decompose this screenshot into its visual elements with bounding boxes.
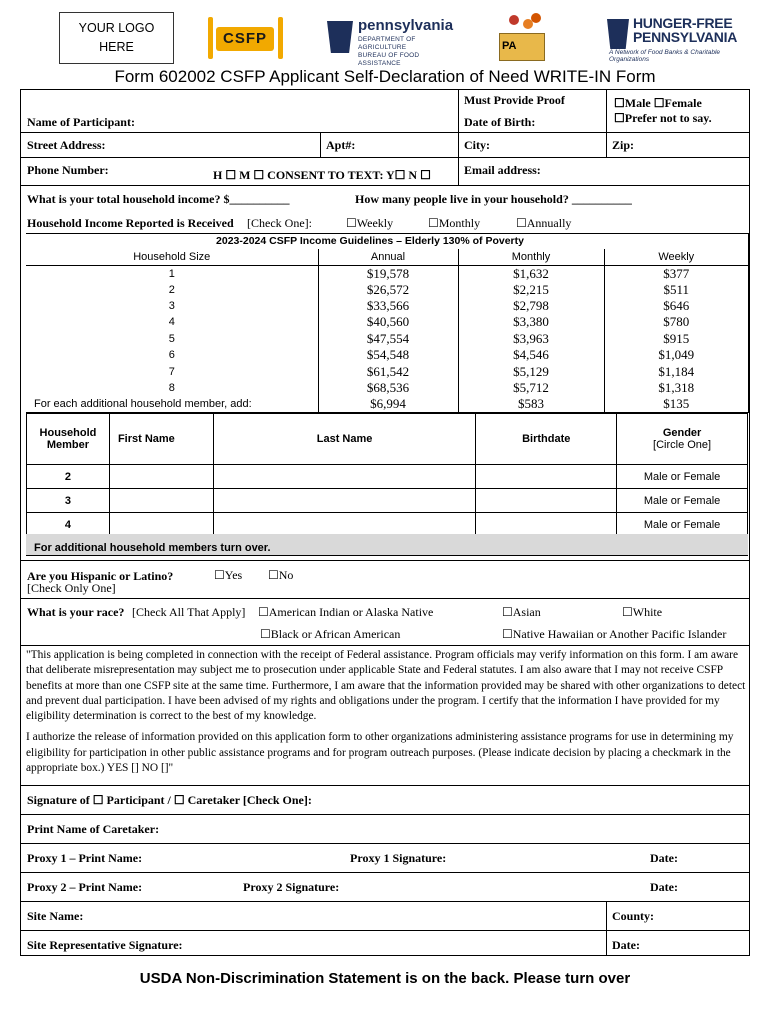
rule-signature <box>20 814 750 815</box>
monthly-cell: $2,215 <box>458 282 604 298</box>
race-hint: [Check All That Apply] <box>132 605 246 619</box>
household-size-field[interactable]: How many people live in your household? __________ <box>355 192 632 206</box>
logo-placeholder-line1: YOUR LOGO <box>78 21 155 35</box>
header-household-size: Household Size <box>26 249 318 265</box>
member-row <box>27 513 748 537</box>
proxy1-name-field[interactable]: Proxy 1 – Print Name: <box>27 851 143 865</box>
first-name-field[interactable] <box>109 513 213 537</box>
rule-caretaker <box>20 843 750 844</box>
phone-type-consent-options[interactable]: H ☐ M ☐ CONSENT TO TEXT: Y☐ N ☐ <box>213 168 431 182</box>
proxy2-date-field[interactable]: Date: <box>650 880 678 894</box>
header-monthly: Monthly <box>458 249 604 265</box>
household-members-table <box>26 413 748 537</box>
must-provide-proof-label: Must Provide Proof <box>464 93 565 107</box>
logo-placeholder-line2: HERE <box>99 40 134 54</box>
last-name-field[interactable] <box>213 513 476 537</box>
street-address-label: Street Address: <box>27 138 106 152</box>
header-weekly: Weekly <box>604 249 748 265</box>
hispanic-no-checkbox[interactable]: ☐No <box>268 568 294 582</box>
last-name-field[interactable] <box>213 465 476 489</box>
gender-choice[interactable]: Male or Female <box>617 465 748 489</box>
last-name-field[interactable] <box>213 489 476 513</box>
member-number: 3 <box>27 489 110 513</box>
gender-choice[interactable]: Male or Female <box>617 489 748 513</box>
race-asian-checkbox[interactable]: ☐Asian <box>502 605 541 619</box>
prefer-not-to-say-checkbox[interactable]: ☐Prefer not to say. <box>614 111 712 125</box>
household-size-cell: 5 <box>168 332 175 345</box>
household-size-cell: 3 <box>168 300 175 313</box>
table-row <box>26 363 748 379</box>
monthly-cell: $1,632 <box>458 265 604 282</box>
table-row-additional <box>26 396 748 413</box>
proxy2-name-field[interactable]: Proxy 2 – Print Name: <box>27 880 143 894</box>
table-row <box>26 331 748 347</box>
header-birthdate: Birthdate <box>476 414 617 465</box>
hispanic-yes-checkbox[interactable]: ☐Yes <box>214 568 243 582</box>
header-last-name: Last Name <box>213 414 476 465</box>
annually-checkbox[interactable]: ☐Annually <box>516 216 572 230</box>
weekly-cell: $780 <box>604 314 748 330</box>
vrule-street-apt <box>320 132 321 157</box>
table-row <box>26 314 748 330</box>
weekly-cell: $915 <box>604 331 748 347</box>
table-row <box>26 282 748 298</box>
member-row <box>27 489 748 513</box>
turn-over-notice: For additional household members turn over. <box>26 534 748 556</box>
birthdate-field[interactable] <box>476 465 617 489</box>
guidelines-top-rule <box>26 233 748 234</box>
additional-member-label: For each additional household member, add: <box>26 396 318 413</box>
header-gender <box>617 414 748 465</box>
household-size-cell: 4 <box>168 316 175 329</box>
male-checkbox[interactable]: ☐Male <box>614 96 651 110</box>
rule-proxy1 <box>20 872 750 873</box>
birthdate-field[interactable] <box>476 513 617 537</box>
form-title: Form 602002 CSFP Applicant Self-Declaration of Need WRITE-IN Form <box>114 67 656 86</box>
keystone-icon <box>607 19 629 49</box>
apt-label: Apt#: <box>326 138 356 152</box>
income-frequency-label: Household Income Reported is Received <box>27 216 234 230</box>
certification-statement <box>26 648 748 782</box>
household-size-cell: 7 <box>168 365 175 378</box>
monthly-cell: $3,380 <box>458 314 604 330</box>
pa-agriculture-logo <box>327 17 454 67</box>
annual-cell: $40,560 <box>318 314 458 330</box>
pa-food-logo <box>497 13 547 63</box>
rule-phone <box>20 185 750 186</box>
household-size-cell: 8 <box>168 382 175 395</box>
race-black-checkbox[interactable]: ☐Black or African American <box>260 627 401 641</box>
table-row <box>26 298 748 314</box>
print-caretaker-field[interactable]: Print Name of Caretaker: <box>27 822 160 836</box>
household-size-cell: 6 <box>168 349 175 362</box>
hunger-free-pa-logo <box>607 15 747 61</box>
annual-cell: $19,578 <box>318 265 458 282</box>
vrule-site-county <box>606 901 607 956</box>
site-date-field[interactable]: Date: <box>612 938 640 952</box>
guidelines-right-rule <box>748 233 749 413</box>
date-of-birth-label: Date of Birth: <box>464 115 536 129</box>
monthly-checkbox[interactable]: ☐Monthly <box>428 216 481 230</box>
zip-label: Zip: <box>612 138 635 152</box>
total-household-income-field[interactable]: What is your total household income? $__________ <box>27 192 290 206</box>
rule-race <box>20 645 750 646</box>
weekly-cell: $135 <box>604 396 748 413</box>
non-discrimination-footer: USDA Non-Discrimination Statement is on the back. Please turn over <box>139 970 631 987</box>
table-row <box>26 265 748 282</box>
email-address-label: Email address: <box>464 163 541 177</box>
proxy1-signature-field[interactable]: Proxy 1 Signature: <box>350 851 447 865</box>
csfp-logo-text: CSFP <box>216 27 274 51</box>
income-guidelines-title: 2023-2024 CSFP Income Guidelines – Elderly 130% of Poverty <box>216 235 524 247</box>
annual-cell: $68,536 <box>318 380 458 396</box>
rule-ethnicity <box>20 598 750 599</box>
monthly-cell: $3,963 <box>458 331 604 347</box>
weekly-cell: $1,049 <box>604 347 748 363</box>
proxy1-date-field[interactable]: Date: <box>650 851 678 865</box>
pa-agriculture-title: pennsylvania <box>358 17 454 34</box>
monthly-cell: $5,712 <box>458 380 604 396</box>
race-question: What is your race? <box>27 605 125 619</box>
participant-name-label: Name of Participant: <box>27 115 135 129</box>
logo-placeholder <box>59 12 174 64</box>
city-label: City: <box>464 138 490 152</box>
weekly-cell: $1,318 <box>604 380 748 396</box>
vrule-name-dob <box>458 89 459 132</box>
race-american-indian-checkbox[interactable]: ☐American Indian or Alaska Native <box>258 605 434 619</box>
rule-address <box>20 157 750 158</box>
member-row <box>27 465 748 489</box>
income-guidelines-table <box>26 249 748 413</box>
county-field[interactable]: County: <box>612 909 655 923</box>
weekly-checkbox[interactable]: ☐Weekly <box>346 216 394 230</box>
weekly-cell: $1,184 <box>604 363 748 379</box>
income-frequency-hint: [Check One]: <box>247 216 312 230</box>
hfp-tagline: A Network of Food Banks & Charitable Organizations <box>609 49 721 63</box>
rule-name <box>20 132 750 133</box>
annual-cell: $26,572 <box>318 282 458 298</box>
monthly-cell: $2,798 <box>458 298 604 314</box>
certification-paragraph: "This application is being completed in connection with the receipt of Federal assistance. Program officials may verify information on this form. I am aware that deliberate misrepresentation may subject me to prosecution under applicable State and Federal statutes. I am also aware that I may not receive CSFP benefits at more than one CSFP site at the same time. Furthermore, I am aware that the information provided may be shared with other organizations to detect and prevent dual participation. I have been advised of my rights and obligations under the program. I certify that the information I have provided for my eligibility determination is correct to the best of my knowledge. <box>26 649 746 723</box>
first-name-field[interactable] <box>109 489 213 513</box>
hfp-line1: HUNGER-FREE <box>633 15 733 31</box>
race-white-checkbox[interactable]: ☐White <box>622 605 663 619</box>
table-row <box>26 380 748 396</box>
household-size-cell: 2 <box>168 283 175 296</box>
annual-cell: $54,548 <box>318 347 458 363</box>
site-rep-signature-field[interactable]: Site Representative Signature: <box>27 938 183 952</box>
keystone-icon <box>327 21 353 53</box>
member-number: 2 <box>27 465 110 489</box>
race-hawaiian-checkbox[interactable]: ☐Native Hawaiian or Another Pacific Islander <box>502 627 727 641</box>
annual-cell: $47,554 <box>318 331 458 347</box>
vrule-city-zip <box>606 132 607 157</box>
signature-of-field[interactable]: Signature of ☐ Participant / ☐ Caretaker [Check One]: <box>27 793 312 807</box>
annual-cell: $33,566 <box>318 298 458 314</box>
header-first-name: First Name <box>109 414 213 465</box>
pa-agriculture-sub2: BUREAU OF FOOD ASSISTANCE <box>358 52 420 67</box>
rule-statement <box>20 785 750 786</box>
annual-cell: $6,994 <box>318 396 458 413</box>
header-household-member: Household Member <box>27 414 110 465</box>
hispanic-question: Are you Hispanic or Latino? <box>27 569 174 583</box>
member-number: 4 <box>27 513 110 537</box>
female-checkbox[interactable]: ☐Female <box>653 96 702 110</box>
pa-agriculture-sub1: DEPARTMENT OF AGRICULTURE <box>358 36 416 51</box>
table-row <box>26 347 748 363</box>
rule-proxy2 <box>20 901 750 902</box>
monthly-cell: $583 <box>458 396 604 413</box>
monthly-cell: $4,546 <box>458 347 604 363</box>
release-authorization-paragraph: I authorize the release of information provided on this application form to other organizations administering assistance programs for use in determining my eligibility for participation in other public assistance programs and for program outreach purposes. (Please indicate decision by placing a checkmark in the appropriate box.) YES [] NO []" <box>26 731 734 775</box>
apple-icon <box>509 15 519 25</box>
household-size-cell: 1 <box>168 267 175 280</box>
vrule-dob-gender <box>606 89 607 132</box>
rule-members-end <box>20 560 750 561</box>
gender-choice[interactable]: Male or Female <box>617 513 748 537</box>
weekly-cell: $511 <box>604 282 748 298</box>
knife-icon <box>278 17 283 59</box>
header-annual: Annual <box>318 249 458 265</box>
csfp-logo <box>208 17 283 59</box>
header-gender-label: Gender <box>662 427 702 439</box>
annual-cell: $61,542 <box>318 363 458 379</box>
rule-site <box>20 930 750 931</box>
pa-agriculture-subtitle <box>358 36 452 68</box>
hfp-line2: PENNSYLVANIA <box>633 29 738 45</box>
carrot-icon <box>531 13 541 23</box>
birthdate-field[interactable] <box>476 489 617 513</box>
gender-options <box>614 96 702 111</box>
header-gender-hint: [Circle One] <box>653 439 712 451</box>
site-name-field[interactable]: Site Name: <box>27 909 84 923</box>
monthly-cell: $5,129 <box>458 363 604 379</box>
vrule-apt-city <box>458 132 459 185</box>
first-name-field[interactable] <box>109 465 213 489</box>
fork-icon <box>208 17 213 59</box>
hispanic-hint: [Check Only One] <box>27 581 116 595</box>
weekly-cell: $646 <box>604 298 748 314</box>
pa-food-logo-text: PA <box>502 40 517 52</box>
phone-number-label: Phone Number: <box>27 163 109 177</box>
proxy2-signature-field[interactable]: Proxy 2 Signature: <box>243 880 340 894</box>
weekly-cell: $377 <box>604 265 748 282</box>
